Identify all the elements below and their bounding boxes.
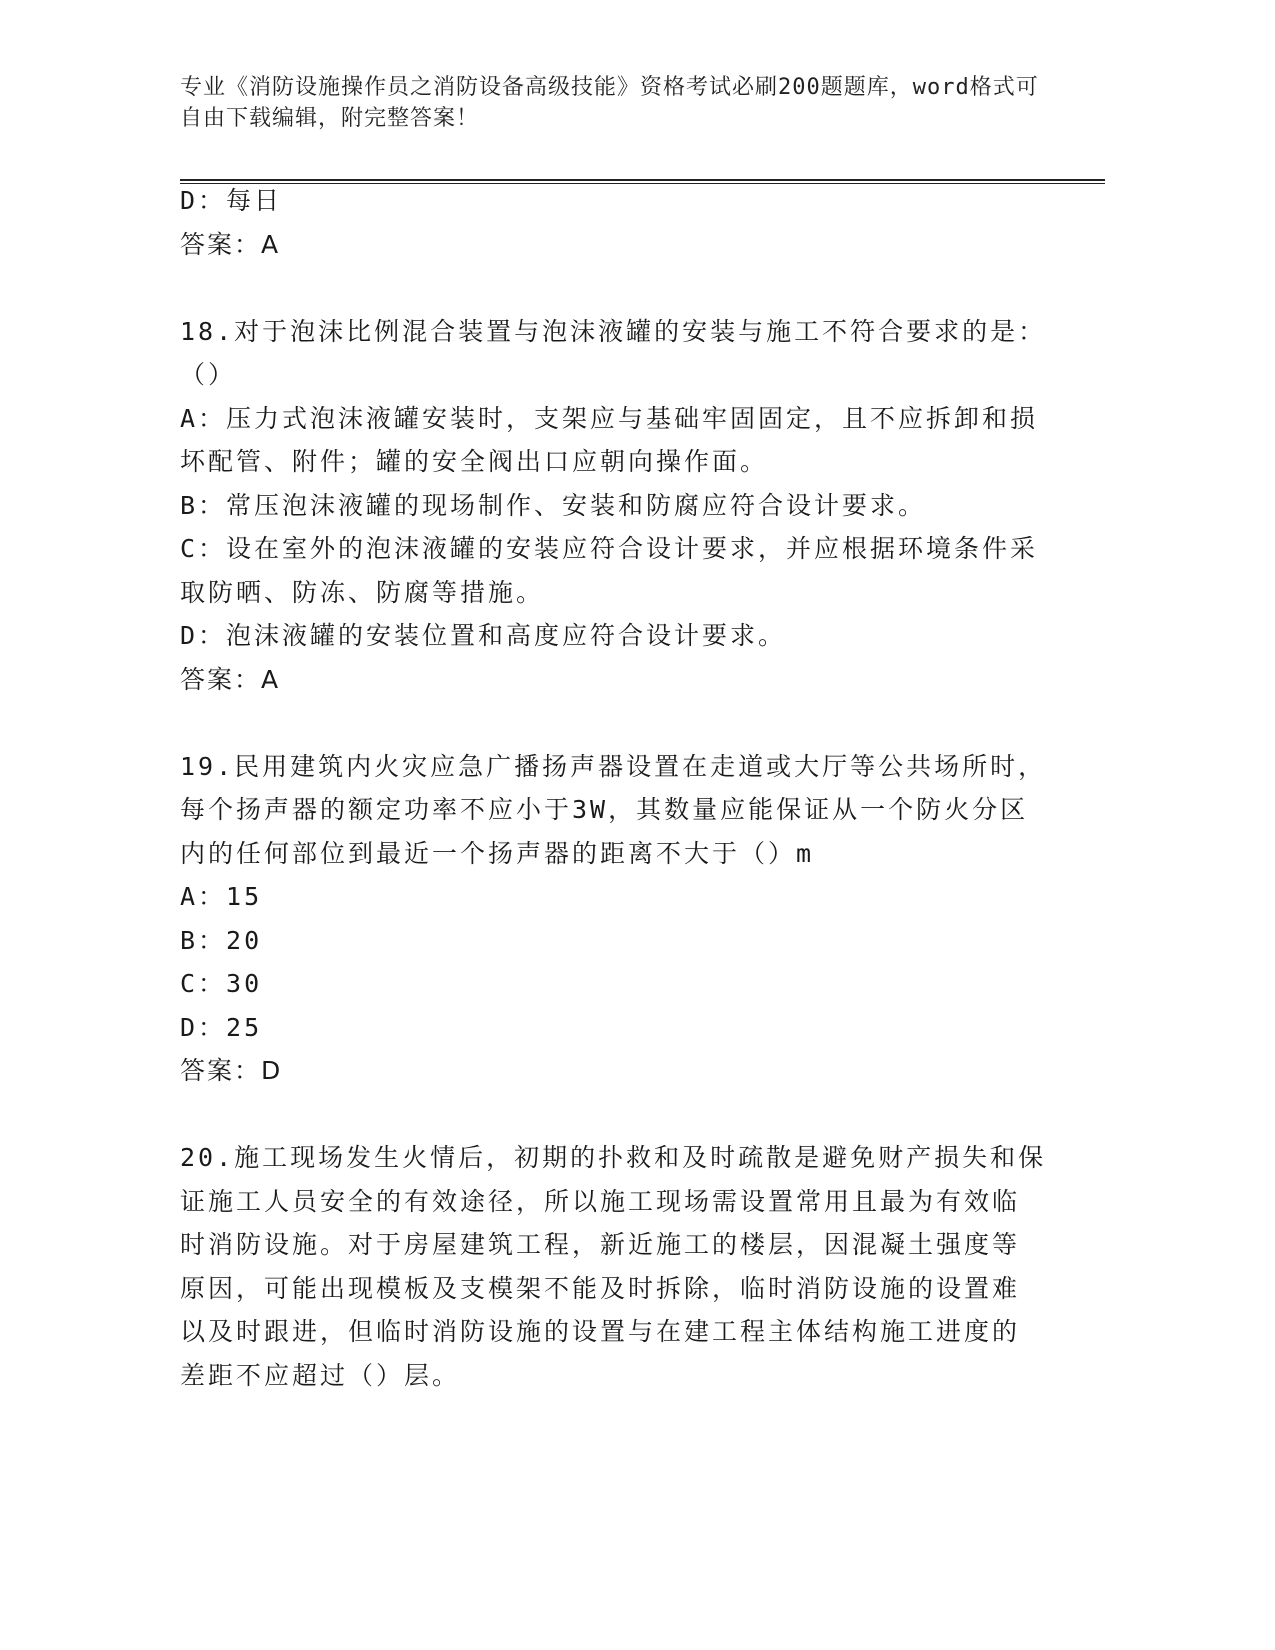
q19-option-c: C：30 <box>180 969 263 998</box>
q20-stem-line-2: 证施工人员安全的有效途径，所以施工现场需设置常用且最为有效临 <box>180 1187 1021 1216</box>
q17-option-d: D：每日 <box>180 186 283 215</box>
q19-stem-line-1: 19.民用建筑内火灾应急广播扬声器设置在走道或大厅等公共场所时， <box>180 752 1047 781</box>
q19-option-b: B：20 <box>180 926 263 955</box>
q20-stem-line-4: 原因，可能出现模板及支模架不能及时拆除，临时消防设施的设置难 <box>180 1274 1021 1303</box>
q19-answer: 答案：D <box>180 1056 283 1085</box>
header-divider-thin <box>180 183 1105 184</box>
q17-answer: 答案：A <box>180 230 281 259</box>
q18-option-b: B：常压泡沫液罐的现场制作、安装和防腐应符合设计要求。 <box>180 491 927 520</box>
q19-option-d: D：25 <box>180 1013 263 1042</box>
q18-stem-line-1: 18.对于泡沫比例混合装置与泡沫液罐的安装与施工不符合要求的是： <box>180 317 1047 346</box>
q18-option-c-line-2: 取防晒、防冻、防腐等措施。 <box>180 578 545 607</box>
q18-option-a-line-2: 坏配管、附件；罐的安全阀出口应朝向操作面。 <box>180 447 769 476</box>
q18-option-a-line-1: A：压力式泡沫液罐安装时，支架应与基础牢固固定，且不应拆卸和损 <box>180 404 1039 433</box>
q20-stem-line-3: 时消防设施。对于房屋建筑工程，新近施工的楼层，因混凝土强度等 <box>180 1230 1021 1259</box>
q20-stem-line-1: 20.施工现场发生火情后，初期的扑救和及时疏散是避免财产损失和保 <box>180 1143 1047 1172</box>
q18-option-c-line-1: C：设在室外的泡沫液罐的安装应符合设计要求，并应根据环境条件采 <box>180 534 1039 563</box>
q18-answer: 答案：A <box>180 665 281 694</box>
header-divider-thick <box>180 179 1105 181</box>
q19-stem-line-2: 每个扬声器的额定功率不应小于3W，其数量应能保证从一个防火分区 <box>180 795 1029 824</box>
q20-stem-line-5: 以及时跟进，但临时消防设施的设置与在建工程主体结构施工进度的 <box>180 1317 1021 1346</box>
q18-option-d: D：泡沫液罐的安装位置和高度应符合设计要求。 <box>180 621 787 650</box>
q20-stem-line-6: 差距不应超过（）层。 <box>180 1361 461 1390</box>
page-header: 专业《消防设施操作员之消防设备高级技能》资格考试必刷200题题库，word格式可自由下载编辑，附完整答案！ <box>180 75 1039 131</box>
q18-stem-line-2: （） <box>180 360 237 389</box>
q19-stem-line-3: 内的任何部位到最近一个扬声器的距离不大于（）m <box>180 839 815 868</box>
q19-option-a: A：15 <box>180 882 263 911</box>
